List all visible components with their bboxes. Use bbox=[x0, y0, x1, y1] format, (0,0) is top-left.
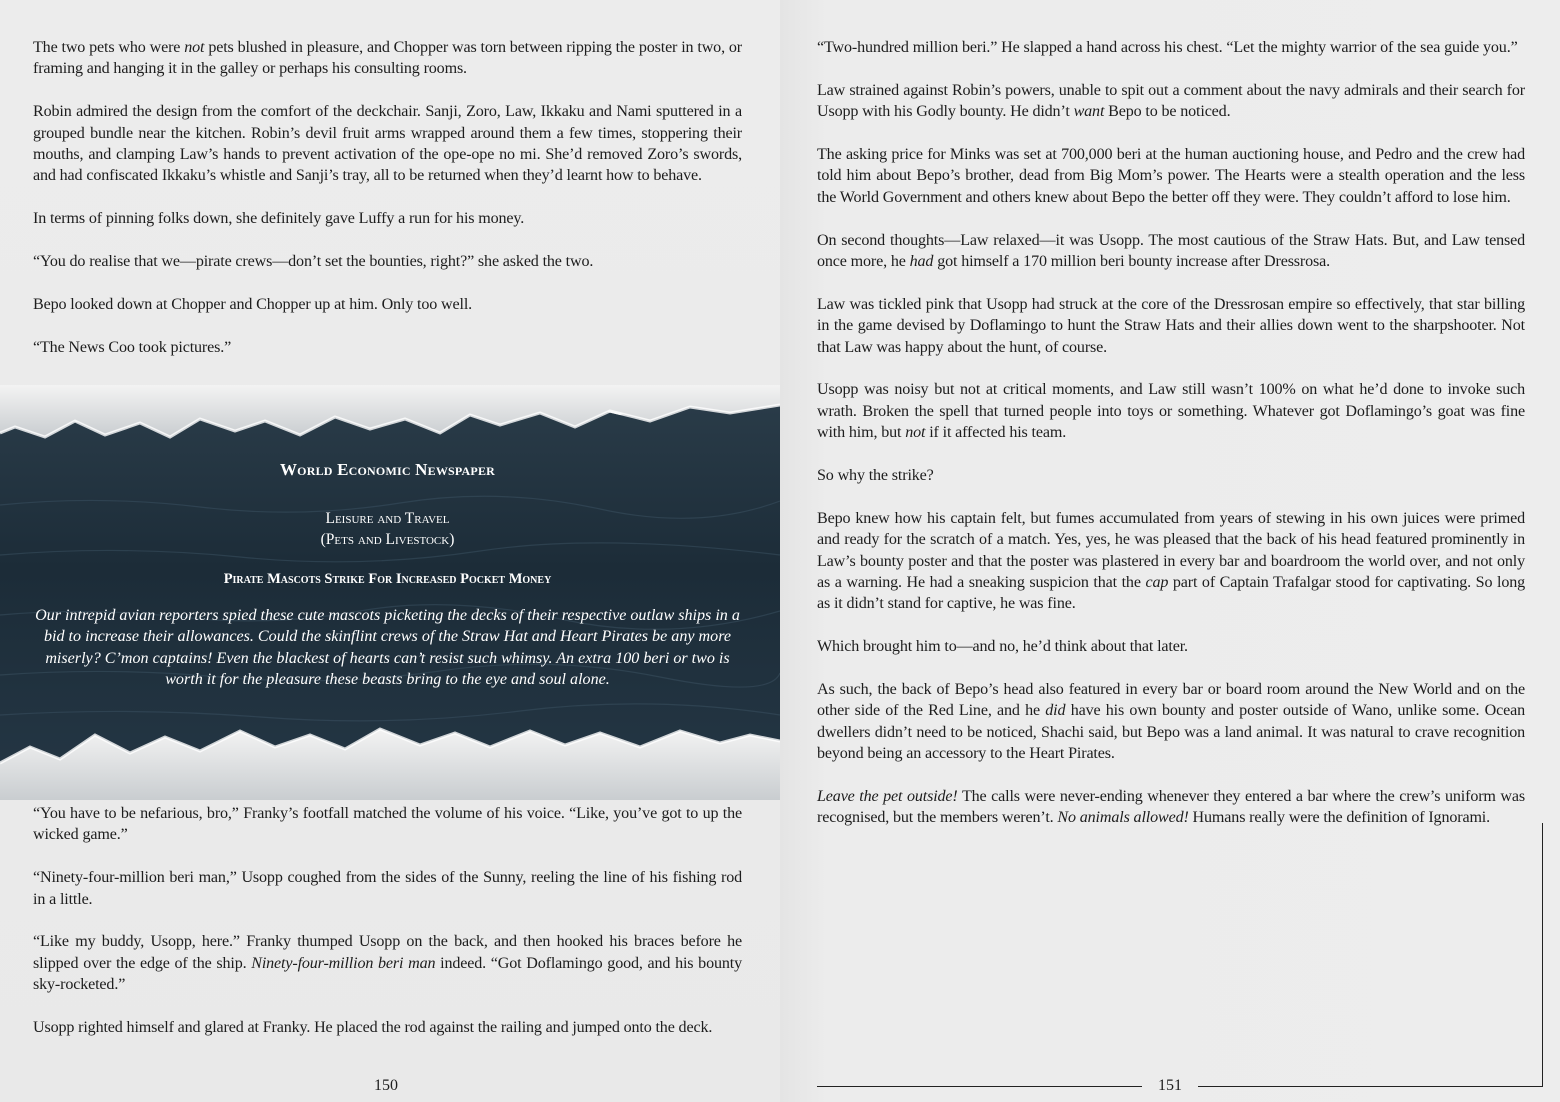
paragraph-gap bbox=[33, 230, 742, 251]
italic-text: Leave the pet outside! bbox=[817, 788, 958, 806]
text-run: “You do realise that we—pirate crews—don’t set the bounties, right?” she asked the two. bbox=[33, 253, 594, 271]
paragraph-gap bbox=[33, 272, 742, 293]
paragraph bbox=[33, 251, 742, 272]
paragraph-gap bbox=[33, 846, 742, 867]
text-run: So why the strike? bbox=[817, 467, 934, 485]
newspaper-banner bbox=[0, 385, 780, 800]
right-page bbox=[780, 0, 1560, 1102]
italic-text: cap bbox=[1145, 574, 1169, 592]
paragraph-gap bbox=[817, 208, 1525, 229]
paragraph bbox=[33, 867, 742, 910]
paragraph-gap bbox=[817, 615, 1525, 636]
text-run: “You have to be nefarious, bro,” Franky’s footfall matched the volume of his voice. “Like, you’ve got to up the wicked game.” bbox=[33, 805, 742, 844]
newspaper-body: Our intrepid avian reporters spied these cute mascots picketing the decks of their respective outlaw ships in a bid to increase their allowances. Could the skinflint crews of the Straw Hat and Heart Pirates be any more miserly? C’mon captains! Even the blackest of hearts can’t resist such whimsy. An extra 100 beri or two is worth it for the pleasure these beasts bring to the eye and soul alone. bbox=[35, 607, 740, 689]
text-run: Law was tickled pink that Usopp had struck at the core of the Dressrosan empire so effectively, that star billing in the game devised by Doflamingo to hunt the Straw Hats and their allies down went to the sharpshooter. Not that Law was happy about the hunt, of course. bbox=[817, 295, 1525, 356]
paragraph bbox=[33, 208, 742, 229]
paragraph-gap bbox=[817, 765, 1525, 786]
paragraph-gap bbox=[817, 123, 1525, 144]
paragraph-gap bbox=[33, 187, 742, 208]
paragraph bbox=[817, 37, 1525, 58]
newspaper-subsection: (Pets and Livestock) bbox=[320, 531, 455, 548]
text-run: As such, the back of Bepo’s head also featured in every bar or board room around the New World and on the other side of the Red Line, and he bbox=[817, 681, 1525, 720]
paragraph bbox=[33, 803, 742, 846]
text-run: got himself a 170 million beri bounty increase after Dressrosa. bbox=[933, 253, 1331, 271]
newspaper-article bbox=[30, 460, 745, 691]
newspaper-masthead: World Economic Newspaper bbox=[279, 460, 496, 479]
paragraph-gap bbox=[817, 58, 1525, 79]
text-run: Which brought him to—and no, he’d think about that later. bbox=[817, 638, 1188, 656]
paragraph-gap bbox=[817, 658, 1525, 679]
footer-rule-right bbox=[1198, 1086, 1542, 1087]
paragraph bbox=[33, 37, 742, 80]
italic-text: No animals allowed! bbox=[1057, 809, 1189, 827]
text-run: Bepo looked down at Chopper and Chopper up at him. Only too well. bbox=[33, 295, 473, 313]
paragraph-gap bbox=[817, 358, 1525, 379]
text-run: pets blushed in pleasure, and Chopper was torn between ripping the poster in two, or framing and hanging it in the galley or perhaps his consulting rooms. bbox=[33, 39, 742, 78]
paragraph-gap bbox=[817, 444, 1525, 465]
paragraph bbox=[33, 337, 742, 358]
text-run: “Ninety-four-million beri man,” Usopp coughed from the sides of the Sunny, reeling the line of his fishing rod in a little. bbox=[33, 869, 742, 908]
paragraph bbox=[817, 508, 1525, 615]
text-run: Bepo knew how his captain felt, but fumes accumulated from years of stewing in his own juices were primed and ready for the scratch of a match. Yes, yes, he was pleased that the back of his head featured prominently in Law’s bounty poster and that the poster was plastered in every bar and boardroom the world over, and not only as a warning. He had a sneaking suspicion that the bbox=[817, 509, 1525, 592]
text-run: The asking price for Minks was set at 700,000 beri at the human auctioning house, and Pedro and the crew had told him about Bepo’s brother, dead from Big Mom’s power. The Hearts were a stealth operation and the less the World Government and others knew about Bepo the better off they were. They couldn’t afford to lose him. bbox=[817, 146, 1525, 206]
text-run: “Two-hundred million beri.” He slapped a hand across his chest. “Let the mighty warrior of the sea guide you.” bbox=[817, 39, 1518, 56]
paragraph-gap bbox=[33, 315, 742, 336]
paragraph bbox=[817, 80, 1525, 123]
paragraph bbox=[817, 144, 1525, 208]
italic-text: Ninety-four-million beri man bbox=[251, 954, 436, 972]
paragraph-gap bbox=[33, 80, 742, 101]
paragraph-gap bbox=[33, 910, 742, 931]
text-run: “Like my buddy, Usopp, here.” Franky thumped Usopp on the back, and then hooked his braces before he slipped over the edge of the ship. bbox=[33, 933, 742, 972]
paragraph bbox=[817, 294, 1525, 358]
newspaper-headline: Pirate Mascots Strike For Increased Pocket Money bbox=[223, 571, 552, 587]
paragraph bbox=[33, 294, 742, 315]
paragraph-gap bbox=[817, 486, 1525, 507]
text-run: On second thoughts—Law relaxed—it was Usopp. The most cautious of the Straw Hats. But, and Law tensed once more, he bbox=[817, 231, 1525, 271]
text-run: Robin admired the design from the comfort of the deckchair. Sanji, Zoro, Law, Ikkaku and Nami sputtered in a grouped bundle near the kitchen. Robin’s devil fruit arms wrapped around them a few times, stoppering their mouths, and clamping Law’s hands to prevent activation of the ope-ope no mi. She’d removed Zoro’s swords, and had confiscated Ikkaku’s whistle and Sanji’s tray, all to be returned when they’d learnt how to behave. bbox=[33, 103, 742, 185]
text-run: Law strained against Robin’s powers, unable to spit out a comment about the navy admirals and their search for Usopp with his Godly bounty. He didn’t bbox=[817, 81, 1525, 121]
paragraph bbox=[817, 679, 1525, 765]
newspaper-section: Leisure and Travel bbox=[325, 510, 450, 527]
text-run: The two pets who were bbox=[33, 39, 185, 56]
paragraph bbox=[817, 230, 1525, 273]
paragraph bbox=[33, 1017, 742, 1038]
text-run: “The News Coo took pictures.” bbox=[33, 338, 232, 356]
paragraph bbox=[817, 379, 1525, 443]
left-bottom-text bbox=[33, 803, 742, 1038]
italic-text: want bbox=[1073, 103, 1105, 121]
right-text bbox=[817, 37, 1525, 829]
text-run: if it affected his team. bbox=[925, 424, 1067, 442]
footer-rule-left bbox=[817, 1086, 1142, 1087]
paragraph-gap bbox=[817, 272, 1525, 293]
left-top-text bbox=[33, 37, 742, 358]
text-run: Usopp was noisy but not at critical moments, and Law still wasn’t 100% on what he’d done to invoke such wrath. Broken the spell that turned people into toys or something. Whatever got Doflamingo’s goat was fine with him, but bbox=[817, 381, 1525, 442]
page-number-left: 150 bbox=[374, 1077, 398, 1094]
paragraph bbox=[33, 931, 742, 995]
text-run: Usopp righted himself and glared at Franky. He placed the rod against the railing and jumped onto the deck. bbox=[33, 1019, 713, 1037]
text-run: part of Captain Trafalgar stood for captivating. So long as it didn’t stand for captive, he was fine. bbox=[817, 574, 1526, 613]
corner-rule-vertical bbox=[1542, 823, 1543, 1087]
text-run: Humans really were the definition of Ignorami. bbox=[1188, 809, 1491, 827]
text-run: In terms of pinning folks down, she definitely gave Luffy a run for his money. bbox=[33, 210, 525, 228]
italic-text: had bbox=[909, 253, 934, 271]
italic-text: not bbox=[905, 424, 926, 442]
paragraph bbox=[817, 465, 1525, 486]
italic-text: not bbox=[184, 39, 205, 56]
text-run: have his own bounty and poster outside of Wano, unlike some. Ocean dwellers didn’t need to be noticed, Shachi said, but Bepo was a land animal. It was natural to crave recognition beyond being an accessory to the Heart Pirates. bbox=[817, 702, 1525, 763]
italic-text: did bbox=[1045, 702, 1066, 720]
text-run: indeed. “Got Doflamingo good, and his bounty sky-rocketed.” bbox=[33, 954, 742, 994]
page-number-right: 151 bbox=[1158, 1077, 1182, 1094]
paragraph bbox=[33, 101, 742, 187]
text-run: Bepo to be noticed. bbox=[1104, 103, 1231, 121]
paragraph-gap bbox=[33, 996, 742, 1017]
paragraph bbox=[817, 786, 1525, 829]
text-run: The calls were never-ending whenever they entered a bar where the crew’s uniform was recognised, but the members weren’t. bbox=[817, 788, 1526, 827]
paragraph bbox=[817, 636, 1525, 657]
